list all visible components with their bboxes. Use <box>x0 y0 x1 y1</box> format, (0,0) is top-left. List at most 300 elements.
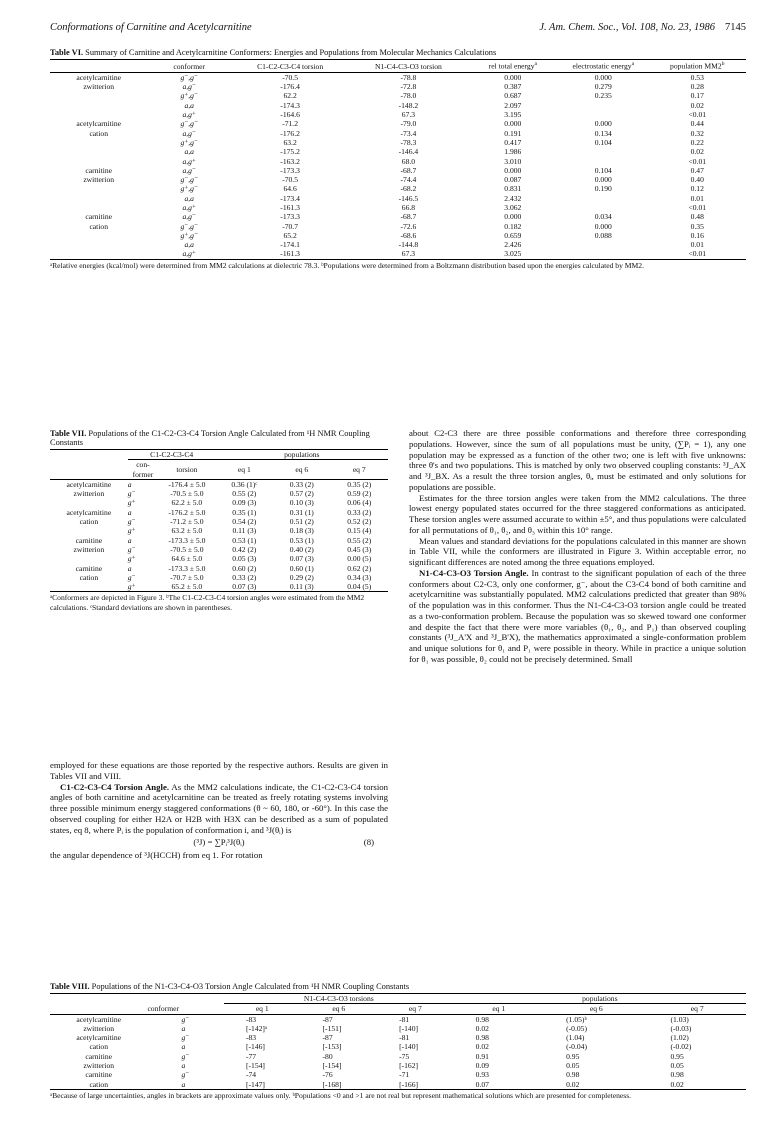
table-row <box>50 573 388 582</box>
table-cell: 0.33 (2) <box>232 572 257 582</box>
table-8-grid <box>50 993 746 1090</box>
table-row <box>50 184 746 193</box>
table-8 <box>50 982 746 1100</box>
table-6-header: conformer <box>173 61 205 71</box>
table-row <box>50 110 746 119</box>
table-cell: [-142]ᵃ <box>245 1023 268 1033</box>
equation-8: (³J) = ∑Pᵢ³J(θᵢ) (8) <box>193 837 374 848</box>
table-cell: -77 <box>245 1051 257 1061</box>
table-row <box>50 479 388 489</box>
table-cell: 2.426 <box>504 240 522 250</box>
table-cell: 65.2 ± 5.0 <box>171 582 203 592</box>
table-cell: 0.05 <box>566 1061 580 1071</box>
table-cell: 0.53 (1) <box>232 535 257 545</box>
table-cell: a,g⁻ <box>182 128 196 138</box>
table-cell: -68.6 <box>400 230 417 240</box>
table-8-header: eq 6 <box>332 1004 346 1014</box>
table-row <box>50 545 388 554</box>
table-cell: <0.01 <box>688 249 707 259</box>
compound-label: cation <box>89 221 108 231</box>
table-cell: g⁻ <box>127 572 136 582</box>
table-cell: 3.062 <box>504 202 522 212</box>
table-cell: -68.7 <box>400 212 417 222</box>
compound-label <box>50 203 147 212</box>
table-cell: g⁻ <box>181 1051 190 1061</box>
table-cell <box>558 203 648 212</box>
compound-label <box>50 231 147 240</box>
table-cell: [-162] <box>399 1061 419 1071</box>
footnote-marker: b <box>721 61 725 67</box>
table-cell: -74 <box>245 1070 257 1080</box>
table-cell: 0.05 <box>670 1061 684 1071</box>
table-cell: g⁺ <box>127 498 136 508</box>
compound-label: carnitine <box>85 165 112 175</box>
table-cell: 0.47 <box>690 165 704 175</box>
compound-label: acetylcarnitine <box>76 72 122 82</box>
table-row <box>50 91 746 100</box>
table-cell: g⁺,g⁻ <box>180 230 198 240</box>
footnote-marker: a <box>631 61 635 67</box>
compound-label: acetylcarnitine <box>66 507 112 517</box>
table-cell: 0.02 <box>566 1079 580 1089</box>
table-cell: 0.279 <box>594 82 612 92</box>
table-7-footnote: ᵃConformers are depicted in Figure 3. ᵇThe C1-C2-C3-C4 torsion angles were estimated from the MM2 calculations. ᶜStandard deviations are shown in parentheses. <box>50 593 365 612</box>
table-cell: 0.088 <box>594 230 612 240</box>
table-6-header-blank <box>50 60 147 73</box>
table-cell: g⁺ <box>127 554 136 564</box>
compound-label: carnitine <box>75 563 103 573</box>
compound-label: zwitterion <box>73 544 105 554</box>
table-row <box>50 119 746 128</box>
table-cell: g⁺ <box>127 526 136 536</box>
table-cell: 3.195 <box>504 110 522 120</box>
table-6-header-row <box>50 60 746 73</box>
table-cell: g⁺,g⁻ <box>180 91 198 101</box>
table-7-caption: Table VII. Populations of the C1-C2-C3-C4 Torsion Angle Calculated from ¹H NMR Coupling Constants <box>50 429 370 447</box>
compound-label <box>50 554 128 563</box>
table-cell: 0.235 <box>594 91 612 101</box>
table-cell: 0.000 <box>504 165 522 175</box>
table-cell: -144.8 <box>398 240 419 250</box>
left-column-text <box>50 760 388 861</box>
footnote-marker: a <box>534 61 537 67</box>
table-cell: 0.29 (2) <box>289 572 314 582</box>
table-row <box>50 249 746 259</box>
table-7-header-row <box>50 460 388 480</box>
table-cell: 2.432 <box>504 193 522 203</box>
compound-label: zwitterion <box>83 1061 115 1071</box>
table-cell: 0.000 <box>594 72 612 82</box>
table-7 <box>50 429 388 612</box>
compound-label <box>50 526 128 535</box>
table-cell: a <box>181 1061 186 1071</box>
table-cell: -70.5 ± 5.0 <box>170 544 204 554</box>
table-cell: g⁻ <box>127 544 136 554</box>
table-cell: a,g⁺ <box>182 156 196 166</box>
table-6-header: electrostatic energy$^a$ <box>572 61 635 71</box>
table-cell: [-154] <box>322 1061 342 1071</box>
compound-label: carnitine <box>85 1070 112 1080</box>
compound-label: acetylcarnitine <box>66 479 112 489</box>
table-cell: -81 <box>399 1014 410 1024</box>
table-cell: 0.191 <box>504 128 522 138</box>
table-cell: -161.3 <box>280 202 300 212</box>
table-cell: 0.034 <box>594 212 612 222</box>
table-6 <box>50 48 746 270</box>
table-row <box>50 517 388 526</box>
compound-label <box>50 157 147 166</box>
section-heading-n1c4c3o3: N1-C4-C3-O3 Torsion Angle. <box>419 567 529 578</box>
table-cell: a <box>127 479 132 489</box>
table-cell: 0.93 <box>475 1070 489 1080</box>
table-row <box>50 147 746 156</box>
table-cell: 0.02 <box>475 1042 489 1052</box>
table-cell: 0.087 <box>504 175 522 185</box>
table-cell: 0.09 <box>475 1061 489 1071</box>
table-cell: -71 <box>399 1070 410 1080</box>
table-cell: 0.51 (2) <box>289 517 314 527</box>
table-cell: 0.182 <box>504 221 522 231</box>
table-cell: 0.60 (1) <box>289 563 314 573</box>
compound-label <box>50 194 147 203</box>
table-8-header: conformer <box>147 1004 180 1014</box>
table-row <box>50 212 746 221</box>
table-cell: -146.4 <box>398 147 419 157</box>
table-cell: 68.0 <box>401 156 416 166</box>
table-8-header: eq 7 <box>690 1004 704 1014</box>
table-8-populations-header: populations <box>454 994 746 1004</box>
table-7-header: eq 6 <box>295 464 309 474</box>
table-cell: 0.53 (1) <box>289 535 314 545</box>
table-cell: 0.02 <box>690 100 704 110</box>
table-cell: -174.1 <box>280 240 300 250</box>
table-cell: 64.6 ± 5.0 <box>171 554 203 564</box>
table-cell: g⁻ <box>127 489 136 499</box>
compound-label <box>50 249 147 259</box>
table-cell: -70.5 <box>282 175 299 185</box>
table-cell: g⁻ <box>127 517 136 527</box>
compound-label: cation <box>89 1042 108 1052</box>
table-cell: 0.02 <box>690 147 704 157</box>
table-cell: -76 <box>322 1070 333 1080</box>
table-8-header: eq 1 <box>255 1004 269 1014</box>
table-cell: 0.07 (3) <box>232 582 257 592</box>
table-cell: (-0.03) <box>670 1023 692 1033</box>
table-cell: -173.3 ± 5.0 <box>168 535 206 545</box>
table-7-header: eq 7 <box>352 464 366 474</box>
table-cell: 0.659 <box>504 230 522 240</box>
table-cell: -174.3 <box>280 100 300 110</box>
compound-label <box>50 240 147 249</box>
table-7-header: con-former <box>132 460 154 479</box>
table-cell: -161.3 <box>280 249 300 259</box>
table-cell: -72.6 <box>400 221 417 231</box>
table-row <box>50 564 388 573</box>
table-cell: a <box>127 507 132 517</box>
running-title: Conformations of Carnitine and Acetylcarnitine <box>50 22 252 33</box>
table-cell: [-154] <box>245 1061 265 1071</box>
table-cell: a,g⁻ <box>182 82 196 92</box>
compound-label <box>50 498 128 507</box>
left-paragraph-3: the angular dependence of ³J(HCCH) from eq 1. For rotation <box>50 850 263 860</box>
table-cell: 0.17 <box>690 91 704 101</box>
table-row <box>50 1014 746 1024</box>
table-row <box>50 526 388 535</box>
table-cell: a,a <box>184 147 194 157</box>
table-cell <box>558 110 648 119</box>
table-cell: 0.10 (3) <box>289 498 314 508</box>
table-cell: [-140] <box>399 1023 419 1033</box>
table-cell: 0.35 <box>690 221 704 231</box>
compound-label <box>50 110 147 119</box>
table-8-header: eq 1 <box>492 1004 506 1014</box>
table-cell: 0.01 <box>690 193 704 203</box>
table-6-header: C1-C2-C3-C4 torsion <box>257 61 324 71</box>
table-cell: -71.2 ± 5.0 <box>170 517 204 527</box>
table-cell: 0.15 (4) <box>347 526 372 536</box>
table-cell: 0.35 (1) <box>232 507 257 517</box>
compound-label: acetylcarnitine <box>76 119 122 129</box>
table-7-header-blank <box>50 450 128 460</box>
table-cell: 63.2 <box>283 137 297 147</box>
table-cell: 0.22 <box>690 137 704 147</box>
table-cell: a,g⁺ <box>182 249 196 259</box>
table-cell <box>558 157 648 166</box>
table-cell: -68.7 <box>400 165 417 175</box>
table-cell <box>558 147 648 156</box>
table-row <box>50 1061 746 1070</box>
table-cell: 0.000 <box>504 119 522 129</box>
table-7-header: eq 1 <box>237 464 251 474</box>
table-cell: 3.025 <box>504 249 522 259</box>
compound-label: zwitterion <box>73 489 105 499</box>
table-cell: g⁻,g⁻ <box>180 119 198 129</box>
table-cell: -70.7 <box>282 221 299 231</box>
table-cell: -74.4 <box>400 175 417 185</box>
table-cell: -81 <box>399 1033 410 1043</box>
table-cell: -68.2 <box>400 184 417 194</box>
table-cell: (1.04) <box>566 1033 585 1043</box>
left-paragraph-1: employed for these equations are those reported by the respective authors. Results are given in Tables VII and VIII. <box>50 760 388 781</box>
table-cell: 0.18 (3) <box>289 526 314 536</box>
table-8-footnote: ᵃBecause of large uncertainties, angles in brackets are approximate values only. ᵇPopulations <0 and >1 are not real but represent mathematical solutions which are presented for completeness. <box>50 1090 632 1100</box>
table-cell: 0.12 <box>690 184 704 194</box>
table-cell: [-140] <box>399 1042 419 1052</box>
table-cell: g⁻ <box>181 1070 190 1080</box>
table-cell: a,g⁺ <box>182 110 196 120</box>
compound-label: cation <box>79 517 99 527</box>
table-cell: 0.54 (2) <box>232 517 257 527</box>
table-cell: 0.000 <box>594 221 612 231</box>
right-paragraph-4: N1-C4-C3-O3 Torsion Angle. In contrast to the significant population of each of the three conformers about C2-C3, only one conformer, g⁻, about the C3-C4 bond of both carnitine and acetylcarnitine was substantially populated. MM2 calculations predicted that greater than 98% of the population was in this conformer. Thus the N1-C4-C3-O3 torsion angle could be treated as a two-conformation problem. Because the population was so skewed toward one conformer and despite the fact that there were more variables (θ₁, θ₂, and P₁) than observed coupling constants (³J_A'X and ³J_B'X), the mathematics approximated a single-conformation problem and unique solutions for θ₁ and P₁ were possible in theory. While in practice a unique solution for θ₁ was possible, θ₂ could not be precisely determined. Small <box>409 567 746 664</box>
table-cell: (-0.05) <box>566 1023 587 1033</box>
table-cell: 0.40 (2) <box>289 544 314 554</box>
compound-label <box>50 101 147 110</box>
table-cell: 0.32 <box>690 128 704 138</box>
table-6-header: rel total energy$^a$ <box>488 61 537 71</box>
table-cell: 0.57 (2) <box>289 489 314 499</box>
table-cell: -176.4 <box>280 82 300 92</box>
table-cell: 0.53 <box>690 72 704 82</box>
table-cell: -176.2 ± 5.0 <box>168 507 206 517</box>
table-cell: 0.000 <box>594 175 612 185</box>
table-cell: 0.02 <box>475 1023 489 1033</box>
table-8-header-row <box>50 1004 746 1014</box>
compound-label: zwitterion <box>83 175 115 185</box>
table-row <box>50 554 388 563</box>
table-cell: 63.2 ± 5.0 <box>171 526 203 536</box>
table-cell: 0.95 <box>566 1051 580 1061</box>
table-cell: g⁻,g⁻ <box>180 221 198 231</box>
table-cell: 62.2 ± 5.0 <box>171 498 203 508</box>
table-cell: 3.010 <box>504 156 522 166</box>
table-cell: 0.42 (2) <box>232 544 257 554</box>
compound-label: cation <box>79 572 99 582</box>
table-row <box>50 489 388 498</box>
table-cell: 0.06 (4) <box>347 498 372 508</box>
table-row <box>50 231 746 240</box>
table-cell: -78.3 <box>400 137 417 147</box>
table-8-torsions-header: N1-C4-C3-O3 torsions <box>224 994 454 1004</box>
compound-label: acetylcarnitine <box>76 1033 122 1043</box>
table-cell <box>558 101 648 110</box>
table-cell: 0.09 (3) <box>232 498 257 508</box>
table-cell: g⁻ <box>181 1033 190 1043</box>
table-cell: 0.55 (2) <box>232 489 257 499</box>
table-row <box>50 1042 746 1051</box>
table-cell: (1.05)ᵇ <box>566 1014 587 1024</box>
table-cell: 66.8 <box>401 202 416 212</box>
table-cell: 0.33 (2) <box>347 507 372 517</box>
table-cell: <0.01 <box>688 110 707 120</box>
table-cell: -176.4 ± 5.0 <box>168 479 206 489</box>
table-cell: a,a <box>184 193 194 203</box>
table-cell: -173.3 <box>280 212 300 222</box>
compound-label: carnitine <box>85 1051 112 1061</box>
table-row <box>50 175 746 184</box>
table-row <box>50 582 388 592</box>
table-cell: 0.44 <box>690 119 704 129</box>
table-cell: -176.2 <box>280 128 300 138</box>
table-cell: a <box>127 535 132 545</box>
table-row <box>50 138 746 147</box>
table-cell: [-166] <box>399 1079 419 1089</box>
table-cell: [-168] <box>322 1079 342 1089</box>
table-7-populations-header: populations <box>216 450 388 460</box>
table-cell: 0.98 <box>475 1033 489 1043</box>
table-row <box>50 1070 746 1079</box>
table-cell: 0.387 <box>504 82 522 92</box>
right-column-text <box>409 428 746 665</box>
table-cell: -163.2 <box>280 156 300 166</box>
table-7-span-header-row <box>50 450 388 460</box>
table-cell: g⁺,g⁻ <box>180 137 198 147</box>
compound-label <box>50 582 128 592</box>
table-cell <box>558 249 648 259</box>
table-7-span-header: C1-C2-C3-C4 <box>128 450 216 460</box>
table-6-header: N1-C4-C3-O3 torsion <box>374 61 442 71</box>
table-row <box>50 536 388 545</box>
table-cell: -164.6 <box>280 110 300 120</box>
table-cell: 0.104 <box>594 137 612 147</box>
compound-label: carnitine <box>85 212 112 222</box>
table-cell: 0.98 <box>670 1070 684 1080</box>
table-cell: a <box>127 563 132 573</box>
table-cell: 0.98 <box>566 1070 580 1080</box>
table-cell: -78.8 <box>400 72 417 82</box>
table-8-header-blank <box>50 1004 147 1014</box>
table-cell: 0.134 <box>594 128 612 138</box>
table-row <box>50 508 388 517</box>
table-cell: -87 <box>322 1014 333 1024</box>
table-cell: -70.5 ± 5.0 <box>170 489 204 499</box>
table-cell: 0.35 (2) <box>347 479 372 489</box>
table-cell: a,g⁺ <box>182 202 196 212</box>
table-cell <box>558 194 648 203</box>
table-cell: -87 <box>322 1033 333 1043</box>
table-6-header: population MM2$^b$ <box>670 61 725 71</box>
table-cell: [-146] <box>245 1042 265 1052</box>
table-cell: -83 <box>245 1014 257 1024</box>
table-cell: -70.5 <box>282 72 299 82</box>
table-7-grid <box>50 449 388 592</box>
table-row <box>50 498 388 507</box>
table-cell: 0.11 (3) <box>232 526 257 536</box>
table-cell: 0.417 <box>504 137 522 147</box>
table-8-header: eq 7 <box>408 1004 422 1014</box>
table-cell: -173.3 ± 5.0 <box>168 563 206 573</box>
table-cell: 0.04 (5) <box>347 582 372 592</box>
right-paragraph-3: Mean values and standard deviations for the populations calculated in this manner are shown in Table VII, while the conformers are illustrated in Figure 3. Within acceptable error, no significant differences are noted among the three equations employed. <box>409 535 746 567</box>
table-row <box>50 157 746 166</box>
table-8-header: eq 6 <box>589 1004 603 1014</box>
table-cell: -83 <box>245 1033 257 1043</box>
table-cell: -79.0 <box>400 119 417 129</box>
table-cell: 0.98 <box>475 1014 489 1024</box>
table-cell: 0.687 <box>504 91 522 101</box>
table-cell: -173.3 <box>280 165 300 175</box>
table-cell: 0.36 (1)ᶜ <box>231 479 258 489</box>
table-cell: 62.2 <box>283 91 297 101</box>
compound-label <box>50 91 147 100</box>
right-paragraph-1: about C2-C3 there are three possible conformations and therefore three corresponding populations. However, since the sum of all populations must be unity, (∑Pᵢ = 1), any one population may be expressed as a function of the other two; one is left with five unknowns: three θ's and two populations. This is matched by only two observed coupling constants: ³J_AX and ³J_BX. As a result the three torsion angles, θᵢ, must be estimated and only solutions for populations are possible. <box>409 428 746 492</box>
table-cell: -148.2 <box>398 100 419 110</box>
table-cell: 0.01 <box>690 240 704 250</box>
table-cell: 1.986 <box>504 147 522 157</box>
table-8-header-blank <box>50 994 147 1004</box>
table-row <box>50 72 746 82</box>
table-cell: -175.2 <box>280 147 300 157</box>
table-row <box>50 166 746 175</box>
table-cell: -70.7 ± 5.0 <box>170 572 204 582</box>
table-cell: g⁺ <box>127 582 136 592</box>
table-cell: 0.60 (2) <box>232 563 257 573</box>
table-7-header: torsion <box>176 464 198 474</box>
table-6-grid <box>50 59 746 260</box>
compound-label: cation <box>89 128 108 138</box>
table-cell: 0.28 <box>690 82 704 92</box>
table-cell: 0.02 <box>670 1079 684 1089</box>
compound-label <box>50 184 147 193</box>
table-cell: 0.59 (2) <box>347 489 372 499</box>
table-cell: 2.097 <box>504 100 522 110</box>
running-header <box>50 22 746 33</box>
table-cell: 0.55 (2) <box>347 535 372 545</box>
compound-label <box>50 147 147 156</box>
table-cell: -78.0 <box>400 91 417 101</box>
table-cell: g⁻,g⁻ <box>180 175 198 185</box>
compound-label: acetylcarnitine <box>76 1014 122 1024</box>
